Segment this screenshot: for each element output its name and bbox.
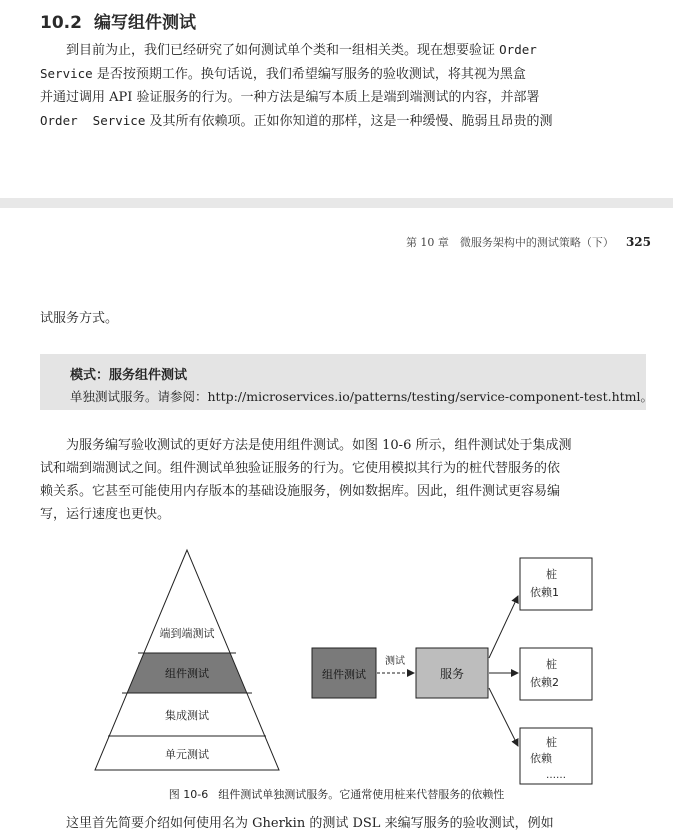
stub-title: 桩 bbox=[546, 658, 557, 671]
figure-10-6 bbox=[0, 538, 673, 788]
stub-box-1 bbox=[520, 558, 592, 610]
stub-title: 桩 bbox=[546, 568, 557, 581]
intro-paragraph bbox=[40, 38, 640, 133]
running-head bbox=[406, 234, 651, 250]
paragraph-line bbox=[40, 109, 640, 133]
body-paragraph bbox=[40, 434, 640, 526]
text-run: 及其所有依赖项。正如你知道的那样，这是一种缓慢、脆弱且昂贵的测 bbox=[145, 114, 553, 129]
pyramid-label-component: 组件测试 bbox=[165, 667, 209, 680]
caption-text: 组件测试单独测试服务。它通常使用桩来代替服务的依赖性 bbox=[218, 788, 505, 801]
pyramid-label-integration: 集成测试 bbox=[165, 709, 209, 722]
page-number: 325 bbox=[625, 235, 651, 249]
stub-label: 依赖 bbox=[530, 752, 552, 765]
paragraph-line: 为服务编写验收测试的更好方法是使用组件测试。如图 10-6 所示，组件测试处于集成测 bbox=[66, 438, 572, 453]
paragraph-line: 这里首先简要介绍如何使用名为 Gherkin 的测试 DSL 来编写服务的验收测试，例如 bbox=[66, 816, 554, 831]
figure-caption bbox=[0, 786, 673, 802]
code-run: Service bbox=[40, 66, 93, 81]
stub-arrow bbox=[489, 688, 518, 746]
service-box-label: 服务 bbox=[439, 667, 465, 681]
text-run: 是否按预期工作。换句话说，我们希望编写服务的验收测试，将其视为黑盒 bbox=[92, 67, 526, 82]
stub-box-2 bbox=[520, 648, 592, 700]
callout-body: 单独测试服务。请参阅：http://microservices.io/patterns/testing/service-component-test.html。 bbox=[70, 389, 654, 404]
paragraph-line bbox=[40, 62, 640, 86]
stub-label: 依赖2 bbox=[530, 676, 559, 689]
code-run: Order Service bbox=[40, 113, 146, 128]
paragraph-line: 写，运行速度也更快。 bbox=[40, 507, 171, 522]
pattern-callout bbox=[40, 354, 654, 410]
bottom-page bbox=[0, 208, 673, 840]
page-gap bbox=[0, 198, 673, 208]
section-title: 编写组件测试 bbox=[93, 13, 196, 33]
paragraph-line bbox=[40, 86, 640, 109]
callout-title: 模式：服务组件测试 bbox=[70, 368, 188, 383]
caption-label: 图 10-6 bbox=[168, 788, 209, 801]
code-run: Order bbox=[499, 42, 537, 57]
pyramid-label-e2e: 端到端测试 bbox=[159, 627, 215, 640]
paragraph-line: 试和端到端测试之间。组件测试单独验证服务的行为。它使用模拟其行为的桩代替服务的依 bbox=[40, 461, 561, 476]
paragraph-line: 赖关系。它甚至可能使用内存版本的基础设施服务，例如数据库。因此，组件测试更容易编 bbox=[40, 484, 561, 499]
section-number: 10.2 bbox=[40, 13, 82, 33]
section-heading bbox=[40, 8, 196, 33]
stub-label: 依赖1 bbox=[530, 586, 559, 599]
stub-ellipsis: …… bbox=[546, 770, 566, 781]
test-arrow-label: 测试 bbox=[385, 656, 405, 667]
paragraph-line bbox=[40, 38, 640, 62]
pyramid-label-unit: 单元测试 bbox=[165, 748, 209, 761]
text-run: 并通过调用 API 验证服务的行为。一种方法是编写本质上是端到端测试的内容，并部署 bbox=[40, 90, 540, 105]
stub-arrow bbox=[489, 596, 518, 658]
text-run: 到目前为止，我们已经研究了如何测试单个类和一组相关类。现在想要验证 bbox=[66, 43, 500, 58]
top-page bbox=[0, 0, 673, 205]
stub-title: 桩 bbox=[546, 736, 557, 749]
component-test-box-label: 组件测试 bbox=[322, 668, 366, 681]
final-paragraph bbox=[40, 812, 640, 835]
chapter-title: 第 10 章 微服务架构中的测试策略（下） bbox=[405, 236, 614, 249]
continuation-text bbox=[40, 307, 640, 330]
paragraph-line: 试服务方式。 bbox=[40, 311, 119, 326]
testing-diagram bbox=[0, 538, 673, 788]
